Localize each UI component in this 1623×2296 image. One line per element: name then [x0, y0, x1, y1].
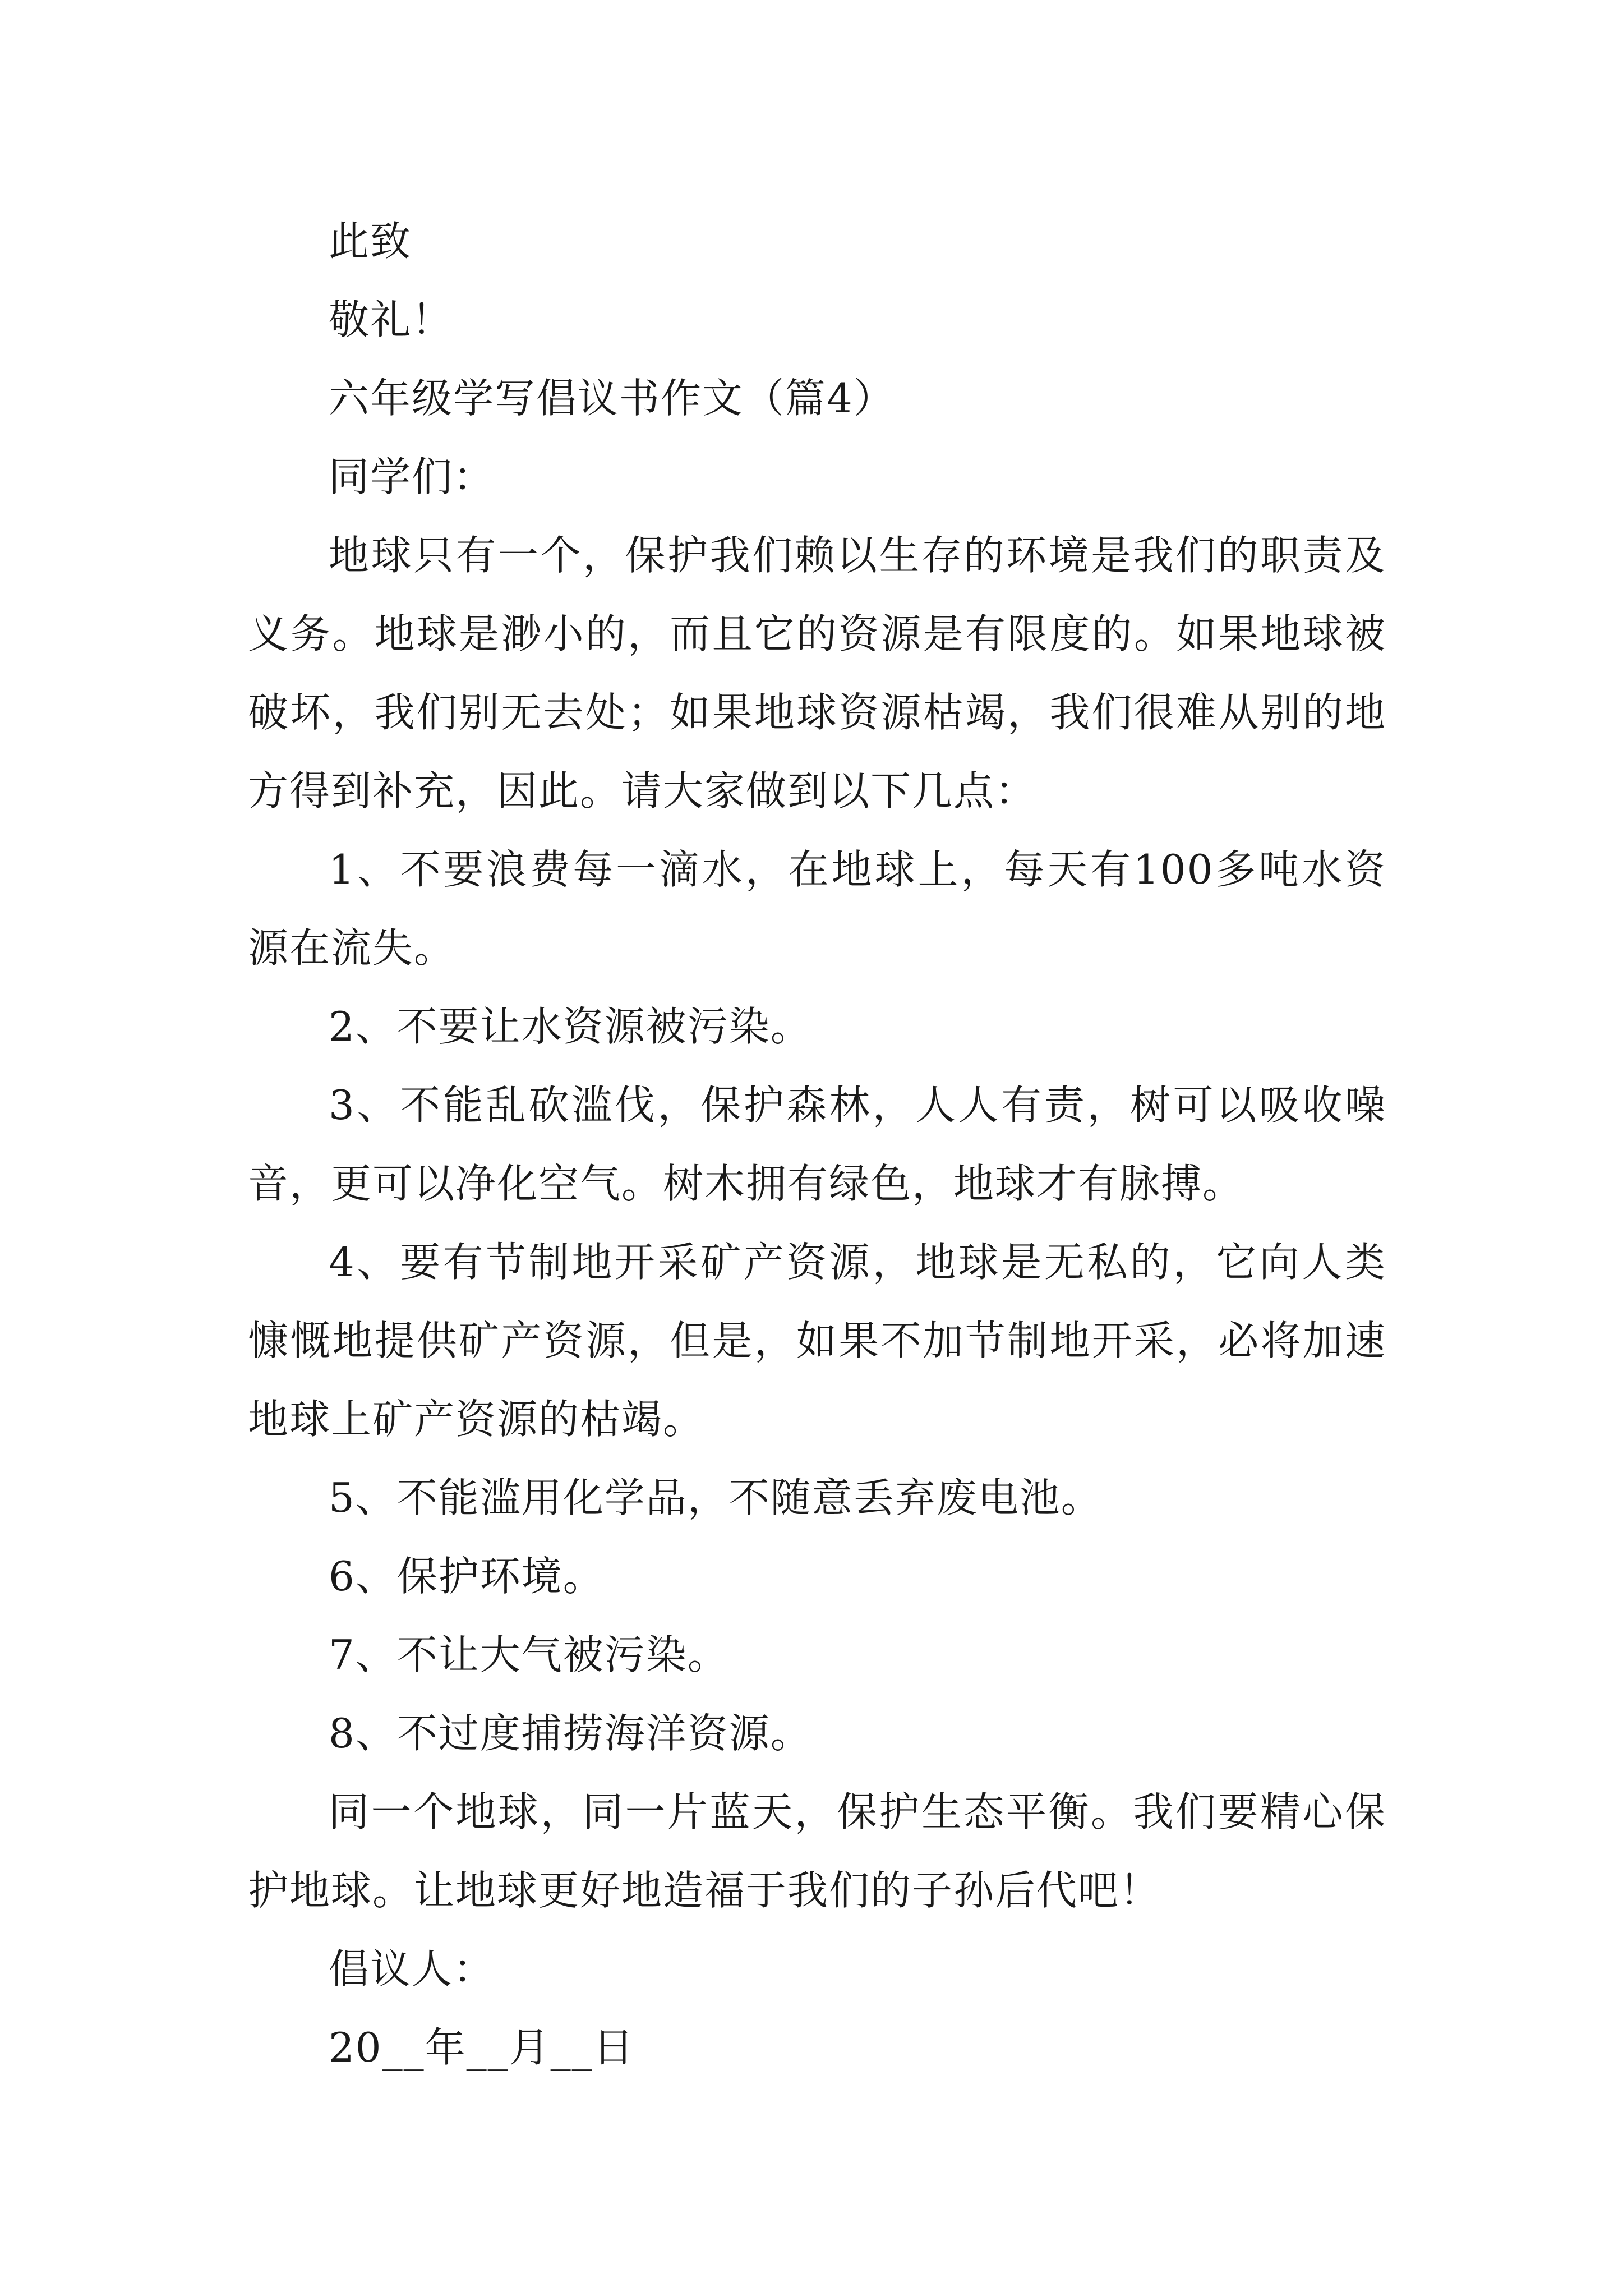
- conclusion-paragraph: 同一个地球，同一片蓝天，保护生态平衡。我们要精心保护地球。让地球更好地造福于我们的子孙后代吧！: [248, 1788, 1386, 1914]
- intro-paragraph: 地球只有一个，保护我们赖以生存的环境是我们的职责及义务。地球是渺小的，而且它的资源是有限度的。如果地球被破坏，我们别无去处；如果地球资源枯竭，我们很难从别的地方得到补充，因此。请大家做到以下几点：: [248, 532, 1386, 815]
- list-item-3: 3、不能乱砍滥伐，保护森林，人人有责，树可以吸收噪音，更可以净化空气。树木拥有绿色，地球才有脉搏。: [248, 1082, 1386, 1207]
- document-body: [248, 202, 1386, 2087]
- list-item-8: 8、不过度捕捞海洋资源。: [329, 1710, 812, 1757]
- section-title: 六年级学写倡议书作文（篇4）: [329, 375, 895, 422]
- list-item-2: 2、不要让水资源被污染。: [329, 1003, 812, 1050]
- list-item-7: 7、不让大气被污染。: [329, 1631, 729, 1678]
- closing-regards: 敬礼！: [329, 296, 454, 343]
- list-item-5: 5、不能滥用化学品，不随意丢弃废电池。: [329, 1474, 1103, 1521]
- greeting: 同学们：: [329, 453, 495, 500]
- list-item-1: 1、不要浪费每一滴水，在地球上，每天有100多吨水资源在流失。: [248, 846, 1386, 972]
- list-item-6: 6、保护环境。: [329, 1553, 605, 1600]
- closing-salutation: 此致: [329, 218, 412, 265]
- signature-line: 倡议人：: [329, 1945, 495, 1993]
- date-line: 20__年__月__日: [329, 2024, 635, 2071]
- list-item-4: 4、要有节制地开采矿产资源，地球是无私的，它向人类慷慨地提供矿产资源，但是，如果不加节制地开采，必将加速地球上矿产资源的枯竭。: [248, 1239, 1386, 1443]
